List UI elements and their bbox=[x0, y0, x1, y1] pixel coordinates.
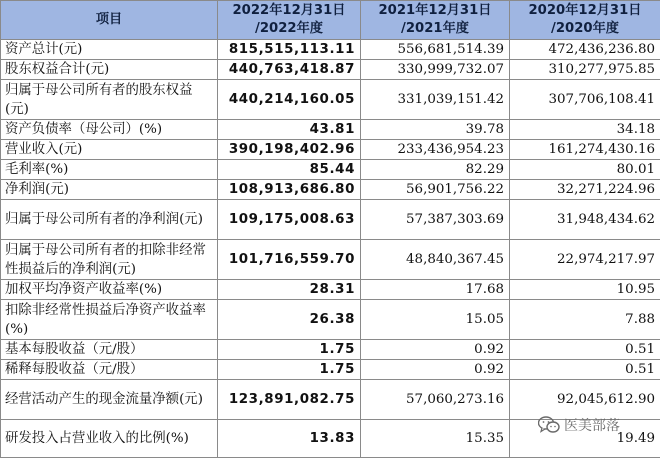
cell-2022: 43.81 bbox=[218, 120, 361, 140]
cell-2021: 233,436,954.23 bbox=[361, 140, 510, 160]
table-row bbox=[1, 360, 660, 380]
header-2020: 2020年12月31日 /2020年度 bbox=[510, 1, 660, 40]
cell-2022: 28.31 bbox=[218, 280, 361, 300]
row-label: 归属于母公司所有者的扣除非经常性损益后的净利润(元) bbox=[1, 240, 218, 280]
cell-2022: 101,716,559.70 bbox=[218, 240, 361, 280]
cell-2020: 80.01 bbox=[510, 160, 660, 180]
row-label: 扣除非经常性损益后净资产收益率(%) bbox=[1, 300, 218, 340]
cell-2020: 307,706,108.41 bbox=[510, 80, 660, 120]
cell-2020: 310,277,975.85 bbox=[510, 60, 660, 80]
row-label: 研发投入占营业收入的比例(%) bbox=[1, 420, 218, 458]
cell-2021: 56,901,756.22 bbox=[361, 180, 510, 200]
table-row bbox=[1, 340, 660, 360]
cell-2020: 161,274,430.16 bbox=[510, 140, 660, 160]
table-row bbox=[1, 300, 660, 340]
table-row bbox=[1, 140, 660, 160]
table-row bbox=[1, 180, 660, 200]
cell-2022: 815,515,113.11 bbox=[218, 40, 361, 60]
cell-2022: 440,763,418.87 bbox=[218, 60, 361, 80]
cell-2022: 85.44 bbox=[218, 160, 361, 180]
header-2022: 2022年12月31日 /2022年度 bbox=[218, 1, 361, 40]
row-label: 资产总计(元) bbox=[1, 40, 218, 60]
cell-2021: 15.35 bbox=[361, 420, 510, 458]
table-row bbox=[1, 200, 660, 240]
cell-2020: 0.51 bbox=[510, 360, 660, 380]
watermark-text: 医美部落 bbox=[564, 418, 620, 434]
row-label: 稀释每股收益（元/股） bbox=[1, 360, 218, 380]
cell-2021: 57,387,303.69 bbox=[361, 200, 510, 240]
cell-2021: 15.05 bbox=[361, 300, 510, 340]
cell-2020: 92,045,612.90 bbox=[510, 380, 660, 420]
table-header bbox=[1, 1, 660, 40]
header-2021: 2021年12月31日 /2021年度 bbox=[361, 1, 510, 40]
cell-2020: 31,948,434.62 bbox=[510, 200, 660, 240]
cell-2022: 1.75 bbox=[218, 360, 361, 380]
row-label: 资产负债率（母公司）(%) bbox=[1, 120, 218, 140]
row-label: 归属于母公司所有者的净利润(元) bbox=[1, 200, 218, 240]
cell-2022: 440,214,160.05 bbox=[218, 80, 361, 120]
wechat-icon bbox=[538, 416, 560, 434]
cell-2022: 26.38 bbox=[218, 300, 361, 340]
table-row bbox=[1, 120, 660, 140]
cell-2022: 13.83 bbox=[218, 420, 361, 458]
cell-2020: 472,436,236.80 bbox=[510, 40, 660, 60]
cell-2020: 10.95 bbox=[510, 280, 660, 300]
cell-2020: 19.49 bbox=[510, 420, 660, 458]
table-row bbox=[1, 160, 660, 180]
cell-2021: 331,039,151.42 bbox=[361, 80, 510, 120]
cell-2021: 556,681,514.39 bbox=[361, 40, 510, 60]
cell-2020: 32,271,224.96 bbox=[510, 180, 660, 200]
cell-2020: 34.18 bbox=[510, 120, 660, 140]
cell-2022: 390,198,402.96 bbox=[218, 140, 361, 160]
table-row bbox=[1, 60, 660, 80]
cell-2022: 108,913,686.80 bbox=[218, 180, 361, 200]
cell-2021: 82.29 bbox=[361, 160, 510, 180]
table-row bbox=[1, 40, 660, 60]
cell-2020: 22,974,217.97 bbox=[510, 240, 660, 280]
row-label: 营业收入(元) bbox=[1, 140, 218, 160]
row-label: 归属于母公司所有者的股东权益(元) bbox=[1, 80, 218, 120]
row-label: 加权平均净资产收益率(%) bbox=[1, 280, 218, 300]
cell-2020: 7.88 bbox=[510, 300, 660, 340]
row-label: 毛利率(%) bbox=[1, 160, 218, 180]
cell-2022: 1.75 bbox=[218, 340, 361, 360]
table-row bbox=[1, 240, 660, 280]
table-body bbox=[1, 40, 660, 458]
row-label: 净利润(元) bbox=[1, 180, 218, 200]
cell-2021: 17.68 bbox=[361, 280, 510, 300]
table-row bbox=[1, 280, 660, 300]
watermark bbox=[538, 414, 620, 436]
cell-2021: 48,840,367.45 bbox=[361, 240, 510, 280]
cell-2022: 109,175,008.63 bbox=[218, 200, 361, 240]
cell-2021: 0.92 bbox=[361, 340, 510, 360]
row-label: 股东权益合计(元) bbox=[1, 60, 218, 80]
cell-2020: 0.51 bbox=[510, 340, 660, 360]
table-row bbox=[1, 80, 660, 120]
cell-2021: 330,999,732.07 bbox=[361, 60, 510, 80]
cell-2021: 39.78 bbox=[361, 120, 510, 140]
cell-2021: 57,060,273.16 bbox=[361, 380, 510, 420]
header-item: 项目 bbox=[1, 1, 218, 40]
cell-2022: 123,891,082.75 bbox=[218, 380, 361, 420]
row-label: 经营活动产生的现金流量净额(元) bbox=[1, 380, 218, 420]
row-label: 基本每股收益（元/股） bbox=[1, 340, 218, 360]
cell-2021: 0.92 bbox=[361, 360, 510, 380]
